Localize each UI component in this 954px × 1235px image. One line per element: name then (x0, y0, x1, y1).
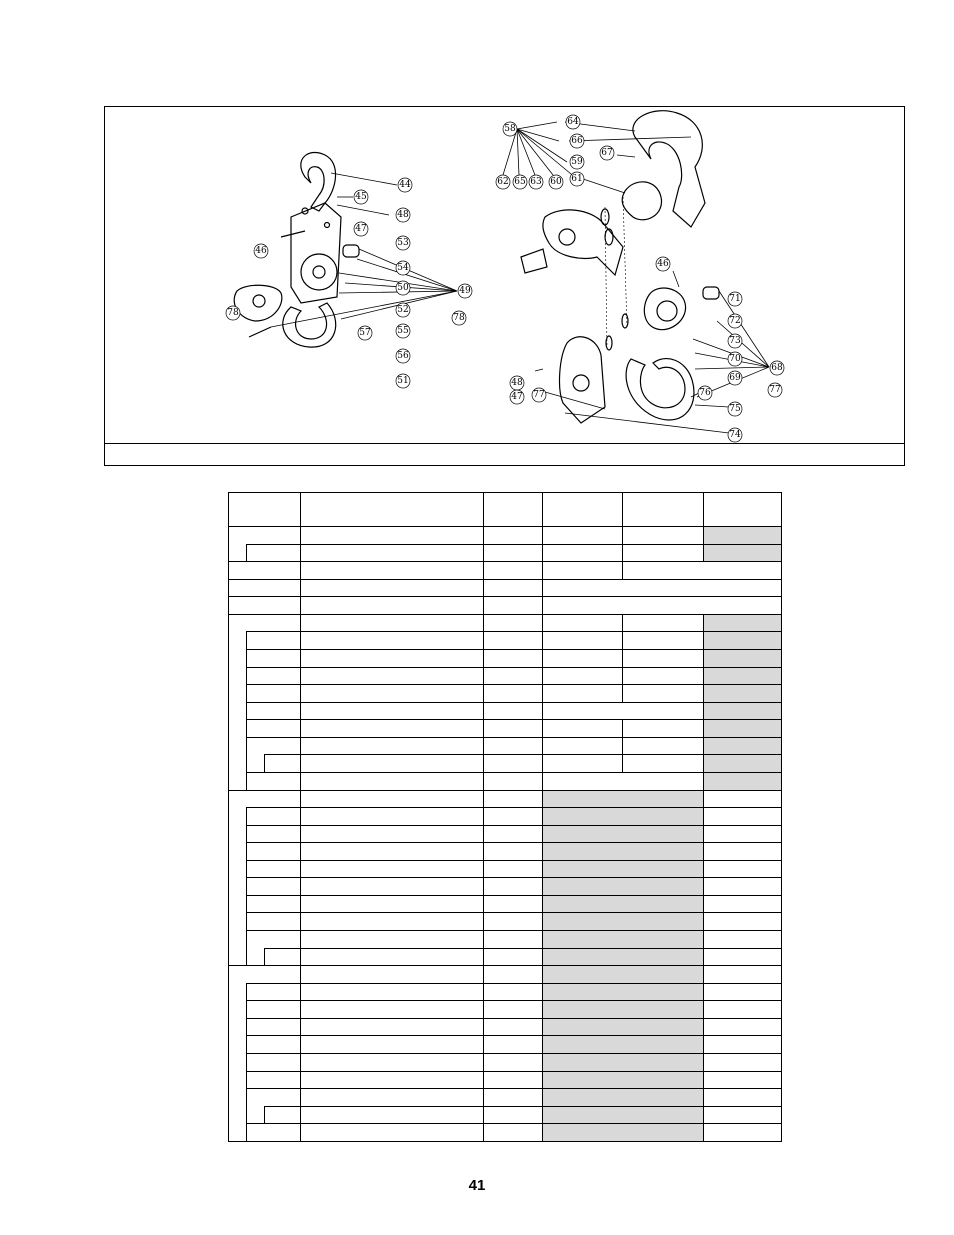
table-row (229, 527, 782, 545)
exploded-parts-diagram (105, 107, 905, 445)
table-row (229, 755, 782, 773)
callout-64: 64 (567, 117, 579, 127)
callout-50: 50 (397, 283, 409, 293)
table-row (229, 1018, 782, 1036)
callout-70: 70 (729, 354, 741, 364)
callout-48: 48 (397, 210, 409, 220)
figure-caption-row (105, 443, 904, 465)
callout-45: 45 (355, 192, 367, 202)
callout-68: 68 (771, 363, 783, 373)
table-row (229, 544, 782, 562)
table-row (229, 1071, 782, 1089)
callout-75: 75 (729, 404, 741, 414)
exploded-diagram-frame (104, 106, 905, 466)
callout-58: 58 (504, 124, 516, 134)
callout-56: 56 (397, 351, 409, 361)
table-row (229, 597, 782, 615)
table-row (229, 685, 782, 703)
table-row (229, 632, 782, 650)
table-row (229, 931, 782, 949)
callout-71: 71 (729, 294, 741, 304)
table-row (229, 983, 782, 1001)
callout-78-a: 78 (227, 308, 239, 318)
callout-77-a: 77 (769, 385, 781, 395)
table-row (229, 1001, 782, 1019)
callout-46-right: 46 (657, 259, 669, 269)
table-row (229, 1036, 782, 1054)
callout-61: 61 (571, 174, 583, 184)
table-row (229, 860, 782, 878)
callout-44: 44 (399, 180, 411, 190)
callout-69: 69 (729, 373, 741, 383)
callout-57: 57 (359, 328, 371, 338)
callout-52: 52 (397, 305, 409, 315)
callout-60: 60 (550, 177, 562, 187)
table-row (229, 878, 782, 896)
left-assembly-drawing (234, 152, 359, 347)
callout-55: 55 (397, 326, 409, 336)
callout-72: 72 (729, 316, 741, 326)
table-row (229, 614, 782, 632)
table-row (229, 1089, 782, 1107)
table-row (229, 966, 782, 984)
callout-59: 59 (571, 157, 583, 167)
right-callouts (496, 115, 784, 442)
callout-63: 63 (530, 177, 542, 187)
table-row (229, 913, 782, 931)
table-row (229, 702, 782, 720)
right-leader-lines (503, 122, 769, 433)
callout-77-b: 77 (533, 390, 545, 400)
table-row (229, 1053, 782, 1071)
callout-62: 62 (497, 177, 509, 187)
table-row (229, 825, 782, 843)
parts-list-table (228, 492, 782, 1142)
callout-51: 51 (397, 376, 409, 386)
table-row (229, 895, 782, 913)
table-row (229, 948, 782, 966)
callout-47: 47 (355, 224, 367, 234)
callout-67: 67 (601, 148, 613, 158)
table-row (229, 843, 782, 861)
table-row (229, 737, 782, 755)
callout-46: 46 (255, 246, 267, 256)
table-row (229, 579, 782, 597)
callout-47-right: 47 (511, 392, 523, 402)
callout-54: 54 (397, 263, 409, 273)
table-header-row (229, 493, 782, 527)
callout-73: 73 (729, 336, 741, 346)
callout-48-right: 48 (511, 378, 523, 388)
table-row (229, 650, 782, 668)
callout-65: 65 (514, 177, 526, 187)
table-row (229, 562, 782, 580)
table-row (229, 772, 782, 790)
callout-49: 49 (459, 286, 471, 296)
callout-78-b: 78 (453, 313, 465, 323)
table-row (229, 808, 782, 826)
table-row (229, 790, 782, 808)
page-number: 41 (468, 1177, 486, 1194)
table-row (229, 1106, 782, 1124)
table-row (229, 720, 782, 738)
callout-53: 53 (397, 238, 409, 248)
callout-74: 74 (729, 430, 741, 440)
table-row (229, 1124, 782, 1142)
callout-66: 66 (571, 136, 583, 146)
table-row (229, 667, 782, 685)
callout-76: 76 (699, 388, 711, 398)
